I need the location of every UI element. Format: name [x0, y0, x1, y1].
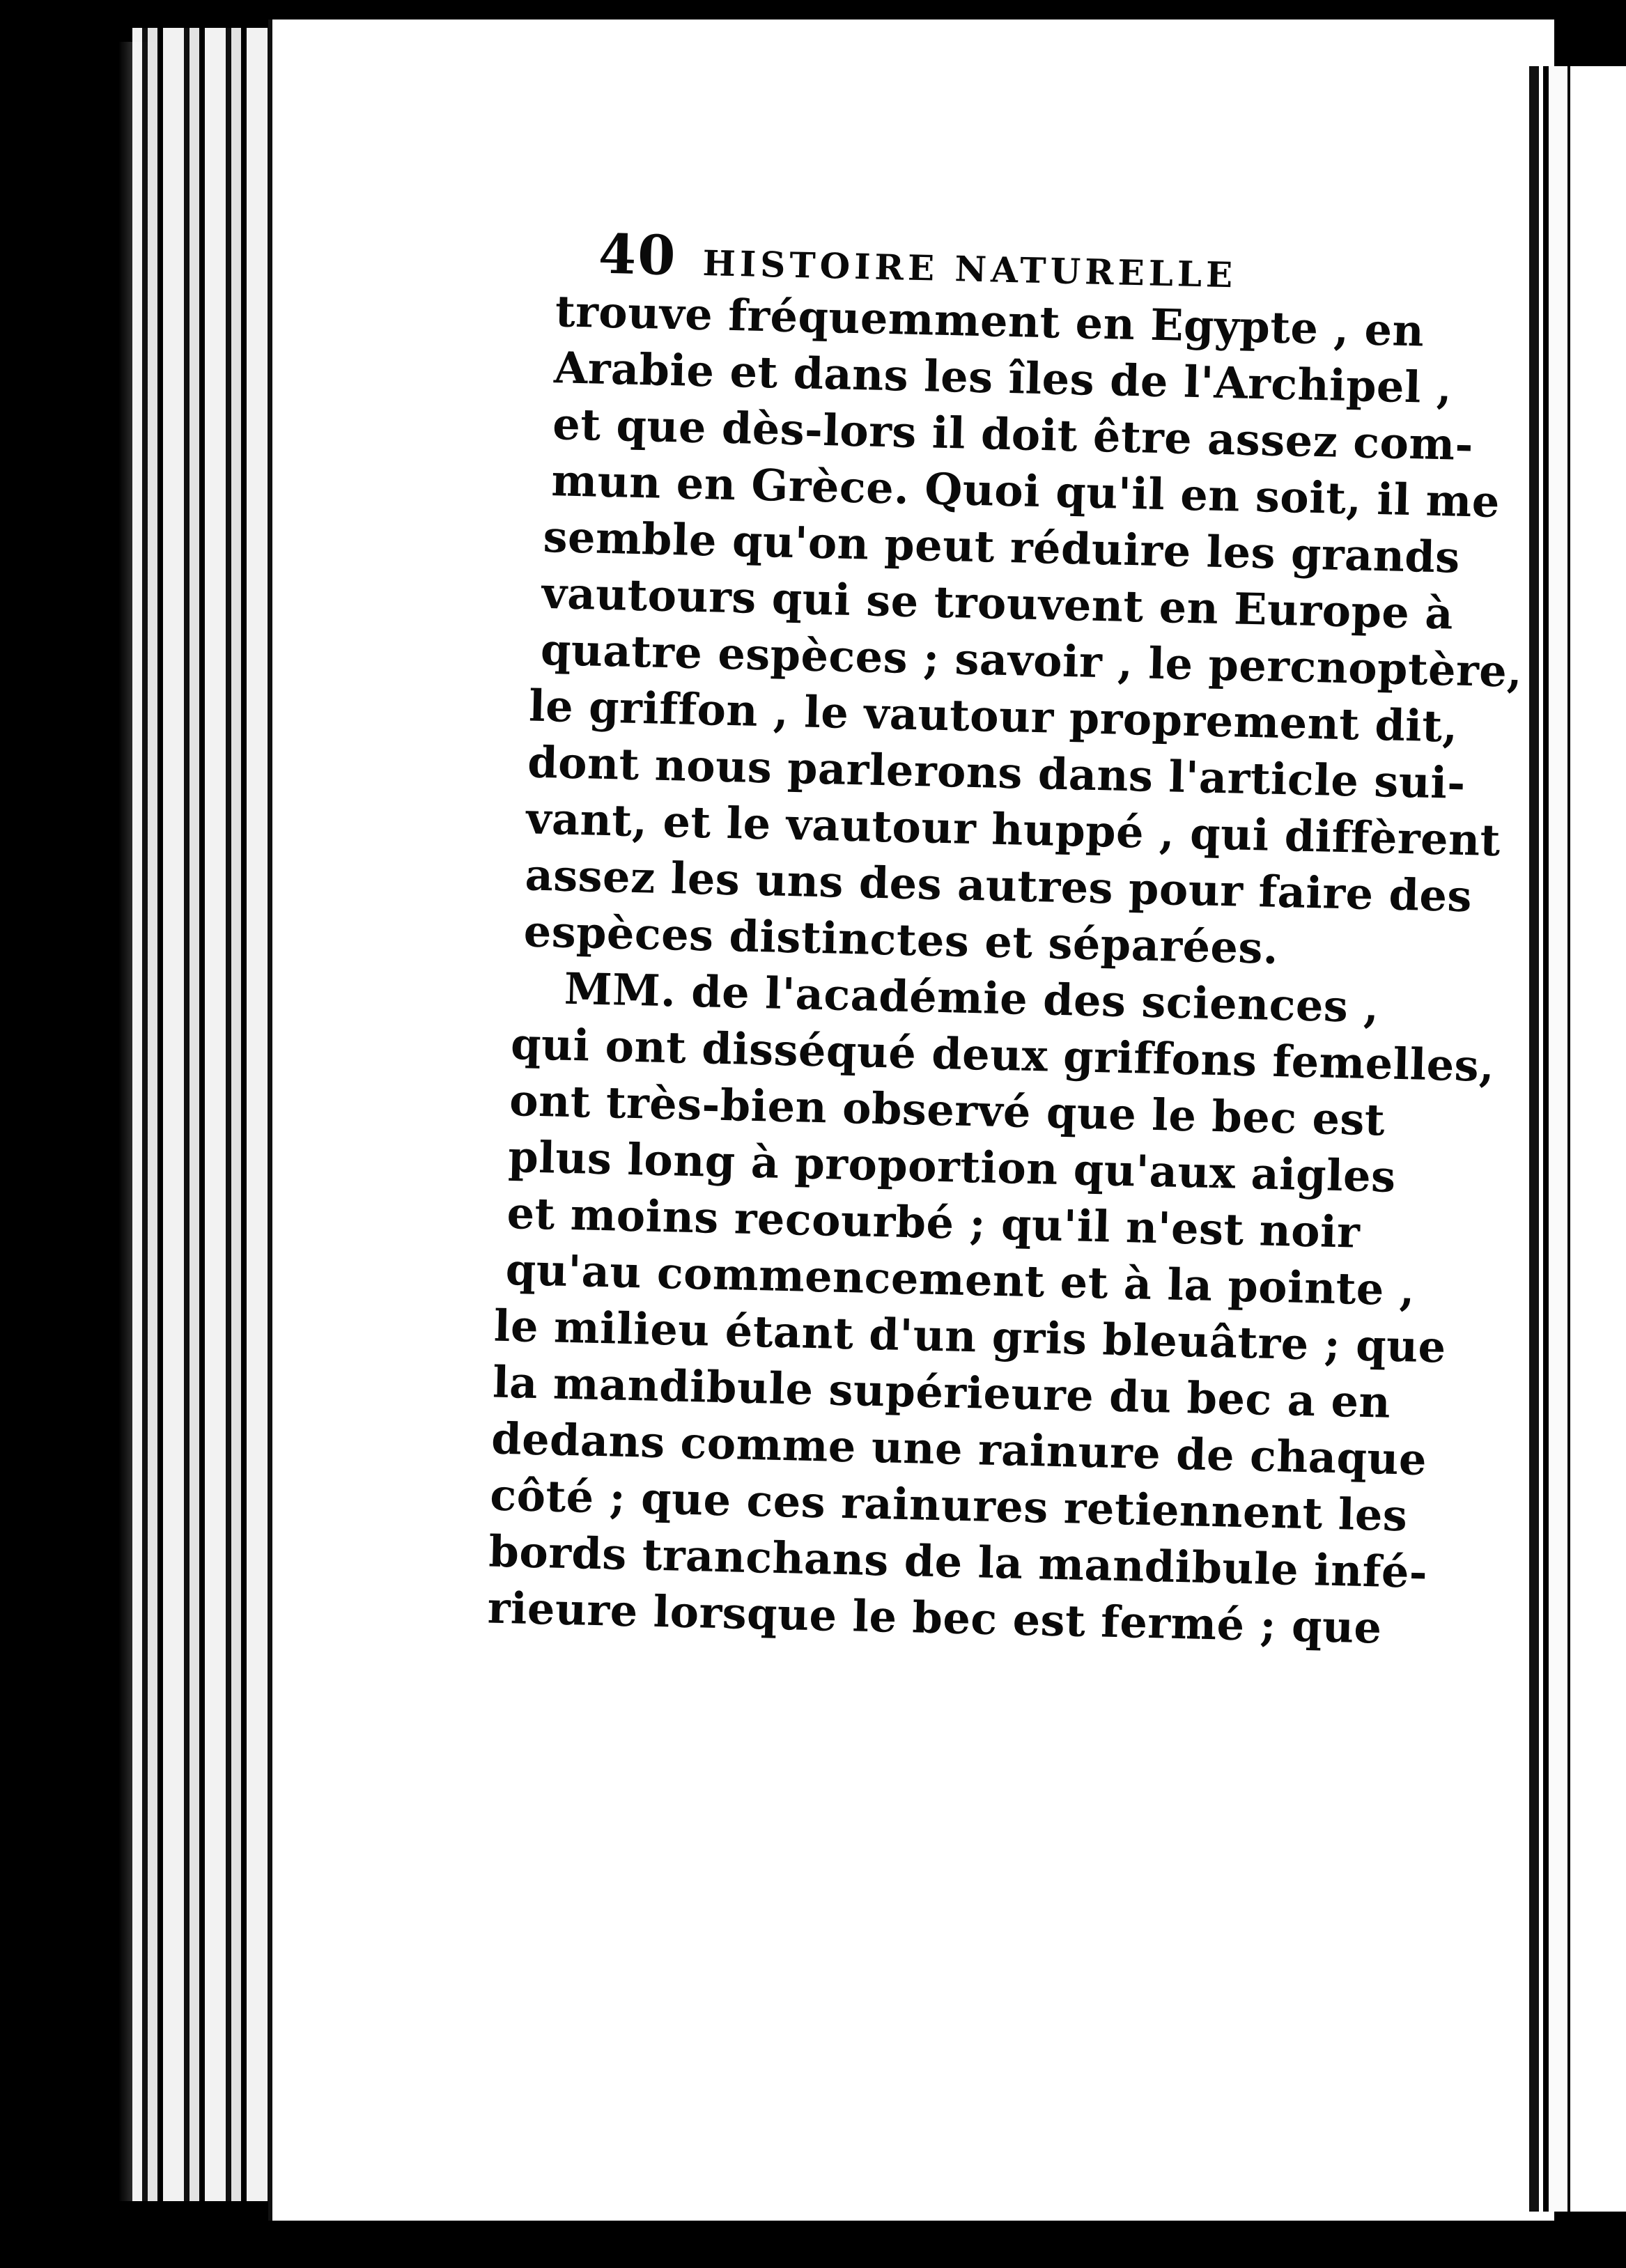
text-line: ont très-bien observé que le bec est	[509, 1075, 1386, 1146]
text-line: le griffon , le vautour proprement dit,	[528, 680, 1459, 752]
text-line: assez les uns des autres pour faire des	[524, 849, 1473, 922]
text-line: côté ; que ces rainures retiennent les	[489, 1469, 1409, 1541]
page-number: 40	[597, 222, 678, 288]
binding-edge	[1529, 66, 1567, 2212]
text-line: Arabie et dans les îles de l'Archipel ,	[553, 342, 1453, 414]
text-line: et que dès-lors il doit être assez com-	[552, 398, 1474, 471]
text-line: et moins recourbé ; qu'il n'est noir	[506, 1187, 1361, 1258]
text-line: mun en Grèce. Quoi qu'il en soit, il me	[550, 455, 1501, 528]
text-block	[487, 222, 1524, 1655]
facing-page-strip	[1567, 66, 1626, 2212]
text-line: trouve fréquemment en Egypte , en	[555, 286, 1425, 357]
text-line: espèces distinctes et séparées.	[523, 906, 1279, 974]
running-title: HISTOIRE NATURELLE	[702, 242, 1237, 296]
page-stack-edges	[132, 28, 286, 2201]
text-line: vant, et le vautour huppé , qui diffèrent	[525, 793, 1501, 867]
text-line: le milieu étant d'un gris bleuâtre ; que	[493, 1300, 1447, 1373]
text-line: dedans comme une rainure de chaque	[490, 1413, 1427, 1485]
text-line: qui ont disséqué deux griffons femelles,	[510, 1018, 1495, 1092]
text-line: vautours qui se trouvent en Europe à	[541, 567, 1454, 639]
text-line: semble qu'on peut réduire les grands	[542, 511, 1461, 583]
text-line: bords tranchans de la mandibule infé-	[488, 1525, 1428, 1599]
paragraph-start-line: MM. de l'académie des sciences ,	[564, 963, 1380, 1033]
text-line: dont nous parlerons dans l'article sui-	[527, 736, 1466, 809]
text-line: rieure lorsque le bec est fermé ; que	[487, 1582, 1383, 1654]
text-line: plus long à proportion qu'aux aigles	[507, 1131, 1397, 1202]
text-line: la mandibule supérieure du bec a en	[492, 1356, 1391, 1428]
text-line: quatre espèces ; savoir , le percnoptère,	[540, 623, 1524, 697]
text-line: qu'au commencement et à la pointe ,	[505, 1243, 1416, 1316]
